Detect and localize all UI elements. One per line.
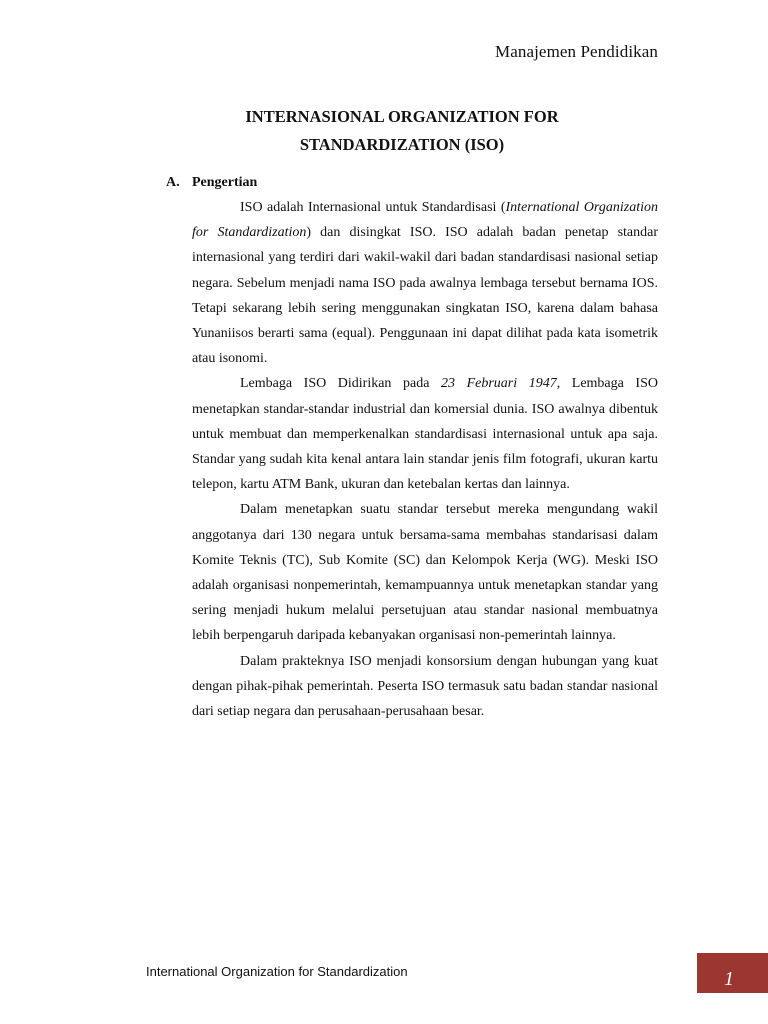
paragraph-1-text-a: ISO adalah Internasional untuk Standardisasi ( (240, 200, 506, 215)
body-text (192, 195, 658, 724)
title-line-1: INTERNASIONAL ORGANIZATION FOR (245, 107, 559, 126)
section-heading (166, 175, 257, 191)
running-footer: International Organization for Standardization (146, 964, 408, 979)
paragraph-2 (192, 371, 658, 497)
document-title (0, 103, 768, 159)
paragraph-3: Dalam menetapkan suatu standar tersebut mereka mengundang wakil anggotanya dari 130 negara untuk bersama-sama membahas standarisasi dalam Komite Teknis (TC), Sub Komite (SC) dan Kelompok Kerja (WG). Meski ISO adalah organisasi nonpemerintah, kemampuannya untuk menetapkan standar yang sering menjadi hukum melalui persetujuan atau standar nasional membuatnya lebih berpengaruh daripada kebanyakan organisasi non-pemerintah lainnya. (192, 502, 658, 644)
paragraph-4: Dalam prakteknya ISO menjadi konsorsium dengan hubungan yang kuat dengan pihak-pihak pemerintah. Peserta ISO termasuk satu badan standar nasional dari setiap negara dan perusahaan-perusahaan besar. (192, 653, 658, 720)
paragraph-1-text-b: ) dan disingkat ISO. ISO adalah badan penetap standar internasional yang terdiri dari wakil-wakil dari badan standardisasi nasional setiap negara. Sebelum menjadi nama ISO pada awalnya lembaga tersebut bernama IOS. Tetapi sekarang lebih sering menggunakan singkatan ISO, karena dalam bahasa Yunaniisos berarti sama (equal). Penggunaan ini dapat dilihat pada kata isometrik atau isonomi. (192, 225, 658, 367)
section-title: Pengertian (192, 175, 258, 190)
paragraph-2-text-b: , Lembaga ISO menetapkan standar-standar industrial dan komersial dunia. ISO awalnya dibentuk untuk membuat dan memperkenalkan standardisasi internasional untuk apa saja. Standar yang sudah kita kenal antara lain standar jenis film fotografi, ukuran kartu telepon, kartu ATM Bank, ukuran dan ketebalan kertas dan lainnya. (192, 376, 658, 493)
running-header: Manajemen Pendidikan (495, 42, 658, 61)
paragraph-1 (192, 195, 658, 371)
paragraph-2-text-a: Lembaga ISO Didirikan pada (240, 376, 441, 392)
section-number: A. (166, 175, 180, 190)
page-number-box (697, 953, 768, 993)
paragraph-1-italic: International Organization for Standardization (192, 200, 658, 241)
paragraph-2-italic: 23 Februari 1947 (441, 376, 557, 392)
title-line-2: STANDARDIZATION (ISO) (299, 135, 505, 154)
page-number: 1 (724, 968, 734, 990)
